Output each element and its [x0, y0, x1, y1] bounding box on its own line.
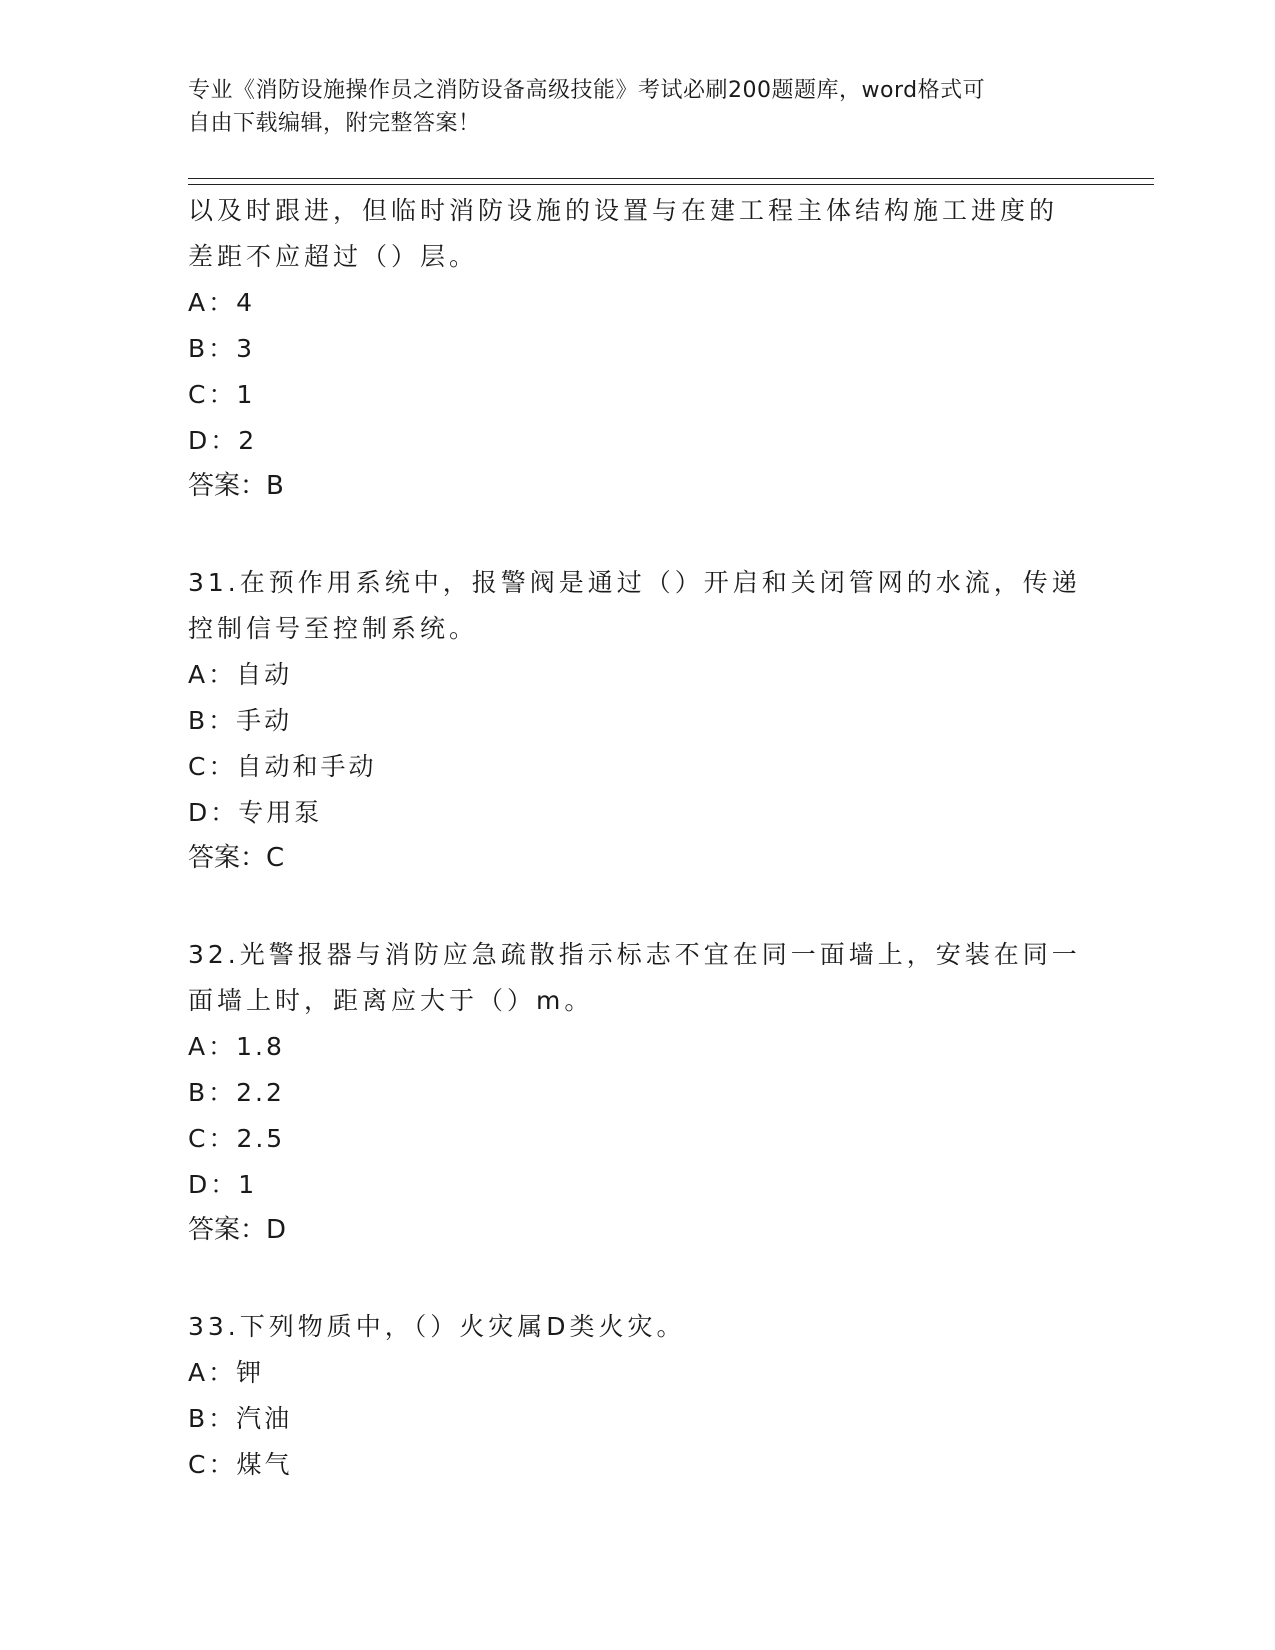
- option-b: B：手动: [188, 706, 293, 735]
- header-line-1: 专业《消防设施操作员之消防设备高级技能》考试必刷200题题库，word格式可: [188, 78, 986, 103]
- option-a: A：钾: [188, 1358, 265, 1387]
- question-stem-line: 31.在预作用系统中，报警阀是通过（）开启和关闭管网的水流，传递: [188, 568, 1081, 597]
- header-divider-bottom: [188, 184, 1154, 185]
- option-a: A：自动: [188, 660, 293, 689]
- option-d: D：专用泵: [188, 798, 323, 827]
- option-c: C：1: [188, 380, 256, 409]
- option-d: D：2: [188, 426, 258, 455]
- option-c: C：自动和手动: [188, 752, 377, 781]
- option-a: A：4: [188, 288, 256, 317]
- document-header: [188, 74, 1088, 140]
- header-divider-top: [188, 178, 1154, 179]
- question-continuation: [188, 188, 1088, 508]
- answer: 答案：C: [188, 843, 285, 873]
- option-b: B：2.2: [188, 1078, 285, 1107]
- option-d: D：1: [188, 1170, 258, 1199]
- question-stem-line: 33.下列物质中，（）火灾属D类火灾。: [188, 1312, 686, 1341]
- question-list: [188, 188, 1088, 1488]
- question-31: [188, 560, 1088, 880]
- question-stem-line: 控制信号至控制系统。: [188, 614, 479, 643]
- option-b: B：汽油: [188, 1404, 293, 1433]
- question-32: [188, 932, 1088, 1252]
- question-stem-line: 面墙上时，距离应大于（）m。: [188, 986, 594, 1015]
- question-stem-line: 32.光警报器与消防应急疏散指示标志不宜在同一面墙上，安装在同一: [188, 940, 1081, 969]
- option-a: A：1.8: [188, 1032, 285, 1061]
- option-c: C：煤气: [188, 1450, 293, 1479]
- option-c: C：2.5: [188, 1124, 286, 1153]
- answer: 答案：B: [188, 471, 284, 501]
- question-33: [188, 1304, 1088, 1488]
- answer: 答案：D: [188, 1215, 287, 1245]
- header-line-2: 自由下载编辑，附完整答案！: [188, 111, 481, 136]
- option-b: B：3: [188, 334, 256, 363]
- question-stem-line: 差距不应超过（）层。: [188, 242, 479, 271]
- question-stem-line: 以及时跟进，但临时消防设施的设置与在建工程主体结构施工进度的: [188, 196, 1059, 225]
